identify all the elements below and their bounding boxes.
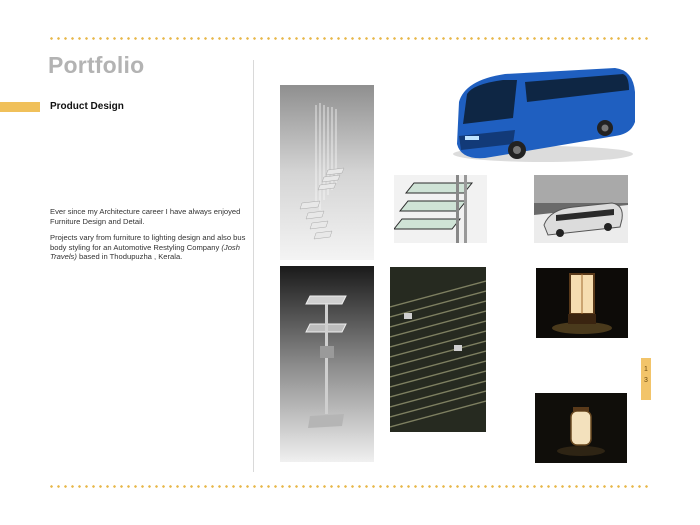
top-dotted-rule — [48, 37, 652, 40]
lamp-pole-render-image — [280, 266, 374, 462]
column-divider — [253, 60, 254, 472]
company-name: (Josh Travels) — [50, 242, 240, 262]
section-accent-bar — [0, 102, 40, 112]
page-number-tab — [641, 358, 651, 400]
bus-model-image — [534, 175, 628, 243]
paragraph-1: Ever since my Architecture career I have always enjoyed Furniture Design and Detail. — [50, 207, 241, 226]
description-text — [50, 207, 250, 269]
paragraph-2-text: Projects vary from furniture to lighting design and also bus body styling for an Automotive Restyling Company — [50, 233, 246, 252]
page-number-digit-1: 1 — [644, 366, 648, 373]
page-title: Portfolio — [48, 52, 145, 78]
bottom-dotted-rule — [48, 485, 652, 488]
paragraph-2-location: based in Thodupuzha , Kerala. — [76, 252, 183, 262]
bus-render-image — [445, 62, 640, 167]
grill-detail-image — [390, 267, 486, 432]
page-number-digit-2: 3 — [644, 377, 648, 384]
glass-stairs-image — [394, 175, 487, 243]
lantern-render-image — [536, 268, 628, 338]
paragraph-2 — [50, 233, 250, 262]
section-heading: Product Design — [50, 101, 124, 112]
staircase-render-image — [280, 85, 374, 260]
lantern-small-render-image — [535, 393, 627, 463]
